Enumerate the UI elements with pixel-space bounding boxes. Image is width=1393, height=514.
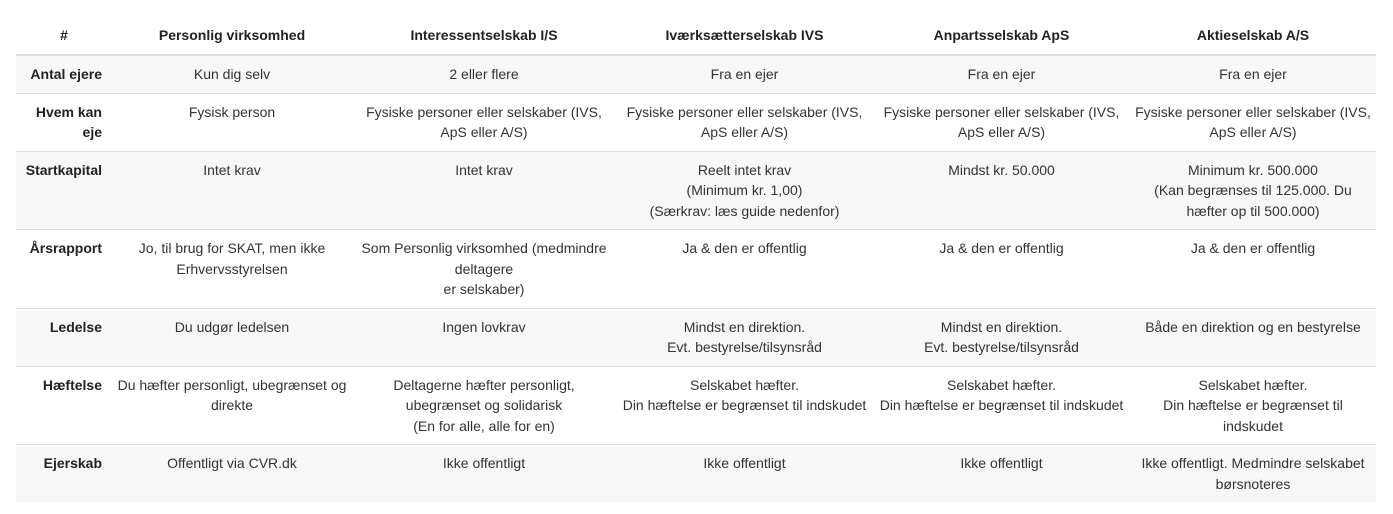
table-cell (873, 366, 1130, 445)
table-cell (352, 230, 616, 309)
table-cell (873, 55, 1130, 93)
comparison-table-container (16, 16, 1376, 502)
cell-text: Offentligt via CVR.dk (167, 455, 297, 471)
column-header: Personlig virksomhed (112, 16, 352, 55)
cell-text: (Minimum kr. 1,00) (686, 182, 803, 198)
row-header: Årsrapport (16, 230, 112, 309)
table-cell (616, 93, 873, 151)
cell-text: Evt. bestyrelse/tilsynsråd (667, 339, 822, 355)
table-cell (352, 308, 616, 366)
cell-text: 2 eller flere (449, 66, 519, 82)
cell-text: Deltagerne hæfter personligt, ubegrænset og solidarisk (393, 376, 575, 413)
row-header: Antal ejere (16, 55, 112, 93)
table-cell (616, 55, 873, 93)
table-cell (1130, 308, 1376, 366)
cell-text: Din hæftelse er begrænset til indskudet (879, 397, 1124, 413)
table-row (16, 366, 1376, 445)
table-cell (1130, 366, 1376, 445)
cell-text: Mindst en direktion. (683, 318, 806, 335)
header-row (16, 16, 1376, 55)
cell-text: Du hæfter personligt, ubegrænset og direkte (117, 376, 347, 413)
table-cell (616, 230, 873, 309)
table-cell (352, 93, 616, 151)
cell-text: Fra en ejer (967, 66, 1036, 82)
table-cell (616, 445, 873, 503)
table-row (16, 230, 1376, 309)
cell-text: Du udgør ledelsen (174, 318, 290, 335)
table-cell (873, 93, 1130, 151)
cell-text: Ikke offentligt (703, 455, 786, 471)
cell-text: Fysisk person (188, 103, 276, 120)
table-row (16, 151, 1376, 230)
cell-text: er selskaber) (443, 281, 525, 297)
table-cell (112, 366, 352, 445)
table-cell (1130, 55, 1376, 93)
cell-text: (Særkrav: læs guide nedenfor) (649, 202, 840, 219)
cell-text: Intet krav (455, 161, 513, 178)
table-cell (352, 55, 616, 93)
cell-text: Din hæftelse er begrænset til indskudet (1163, 397, 1343, 434)
cell-text: Selskabet hæfter. (1198, 376, 1308, 393)
table-cell (873, 445, 1130, 503)
cell-text: Selskabet hæfter. (690, 376, 799, 393)
table-cell (112, 93, 352, 151)
cell-text: Ingen lovkrav (442, 318, 526, 335)
cell-text: Mindst en direktion. (940, 318, 1063, 335)
table-header (16, 16, 1376, 55)
table-row (16, 308, 1376, 366)
table-cell (873, 308, 1130, 366)
cell-text: Ja & den er offentlig (1190, 240, 1316, 256)
table-cell (112, 445, 352, 503)
table-cell (616, 366, 873, 445)
table-cell (616, 308, 873, 366)
table-cell (616, 151, 873, 230)
row-header: Startkapital (16, 151, 112, 230)
column-header: Aktieselskab A/S (1130, 16, 1376, 55)
cell-text: Ja & den er offentlig (682, 240, 807, 256)
column-header: Interessentselskab I/S (352, 16, 616, 55)
cell-text: Fysiske personer eller selskaber (IVS, ApS eller A/S) (626, 103, 863, 140)
table-cell (1130, 93, 1376, 151)
table-cell (112, 230, 352, 309)
cell-text: Ikke offentligt (960, 455, 1043, 471)
cell-text: Fysiske personer eller selskaber (IVS, ApS eller A/S) (366, 103, 602, 140)
row-header: Hvem kan eje (16, 93, 112, 151)
column-header-index: # (16, 16, 112, 55)
cell-text: (Kan begrænses til 125.000. Du hæfter op til 500.000) (1154, 182, 1352, 219)
cell-text: Reelt intet krav (697, 161, 792, 178)
column-header: Iværksætterselskab IVS (616, 16, 873, 55)
table-row (16, 55, 1376, 93)
cell-text: Jo, til brug for SKAT, men ikke Erhvervsstyrelsen (138, 240, 326, 277)
cell-text: (En for alle, alle for en) (413, 417, 555, 434)
cell-text: Selskabet hæfter. (947, 376, 1056, 393)
cell-text: Fra en ejer (1219, 66, 1287, 82)
cell-text: Ikke offentligt. Medmindre selskabet børsnoteres (1141, 455, 1365, 492)
column-header: Anpartsselskab ApS (873, 16, 1130, 55)
table-cell (352, 366, 616, 445)
row-header: Ledelse (16, 308, 112, 366)
cell-text: Kun dig selv (193, 66, 271, 82)
table-cell (873, 230, 1130, 309)
table-cell (1130, 445, 1376, 503)
table-cell (1130, 230, 1376, 309)
cell-text: Din hæftelse er begrænset til indskudet (622, 397, 867, 413)
cell-text: Minimum kr. 500.000 (1188, 161, 1318, 178)
table-cell (352, 151, 616, 230)
table-cell (112, 308, 352, 366)
table-row (16, 445, 1376, 503)
cell-text: Ja & den er offentlig (939, 240, 1064, 256)
cell-text: Fra en ejer (710, 66, 779, 82)
company-type-comparison-table (16, 16, 1376, 502)
table-cell (112, 55, 352, 93)
cell-text: Fysiske personer eller selskaber (IVS, ApS eller A/S) (1135, 103, 1371, 140)
table-cell (873, 151, 1130, 230)
table-cell (352, 445, 616, 503)
cell-text: Mindst kr. 50.000 (948, 161, 1055, 178)
row-header: Hæftelse (16, 366, 112, 445)
row-header: Ejerskab (16, 445, 112, 503)
cell-text: Ikke offentligt (442, 455, 526, 471)
table-cell (112, 151, 352, 230)
table-body (16, 55, 1376, 502)
cell-text: Evt. bestyrelse/tilsynsråd (924, 339, 1079, 355)
table-cell (1130, 151, 1376, 230)
table-row (16, 93, 1376, 151)
cell-text: Som Personlig virksomhed (medmindre deltagere (361, 240, 607, 277)
cell-text: Fysiske personer eller selskaber (IVS, ApS eller A/S) (883, 103, 1120, 140)
cell-text: Intet krav (203, 161, 261, 178)
cell-text: Både en direktion og en bestyrelse (1145, 318, 1361, 335)
